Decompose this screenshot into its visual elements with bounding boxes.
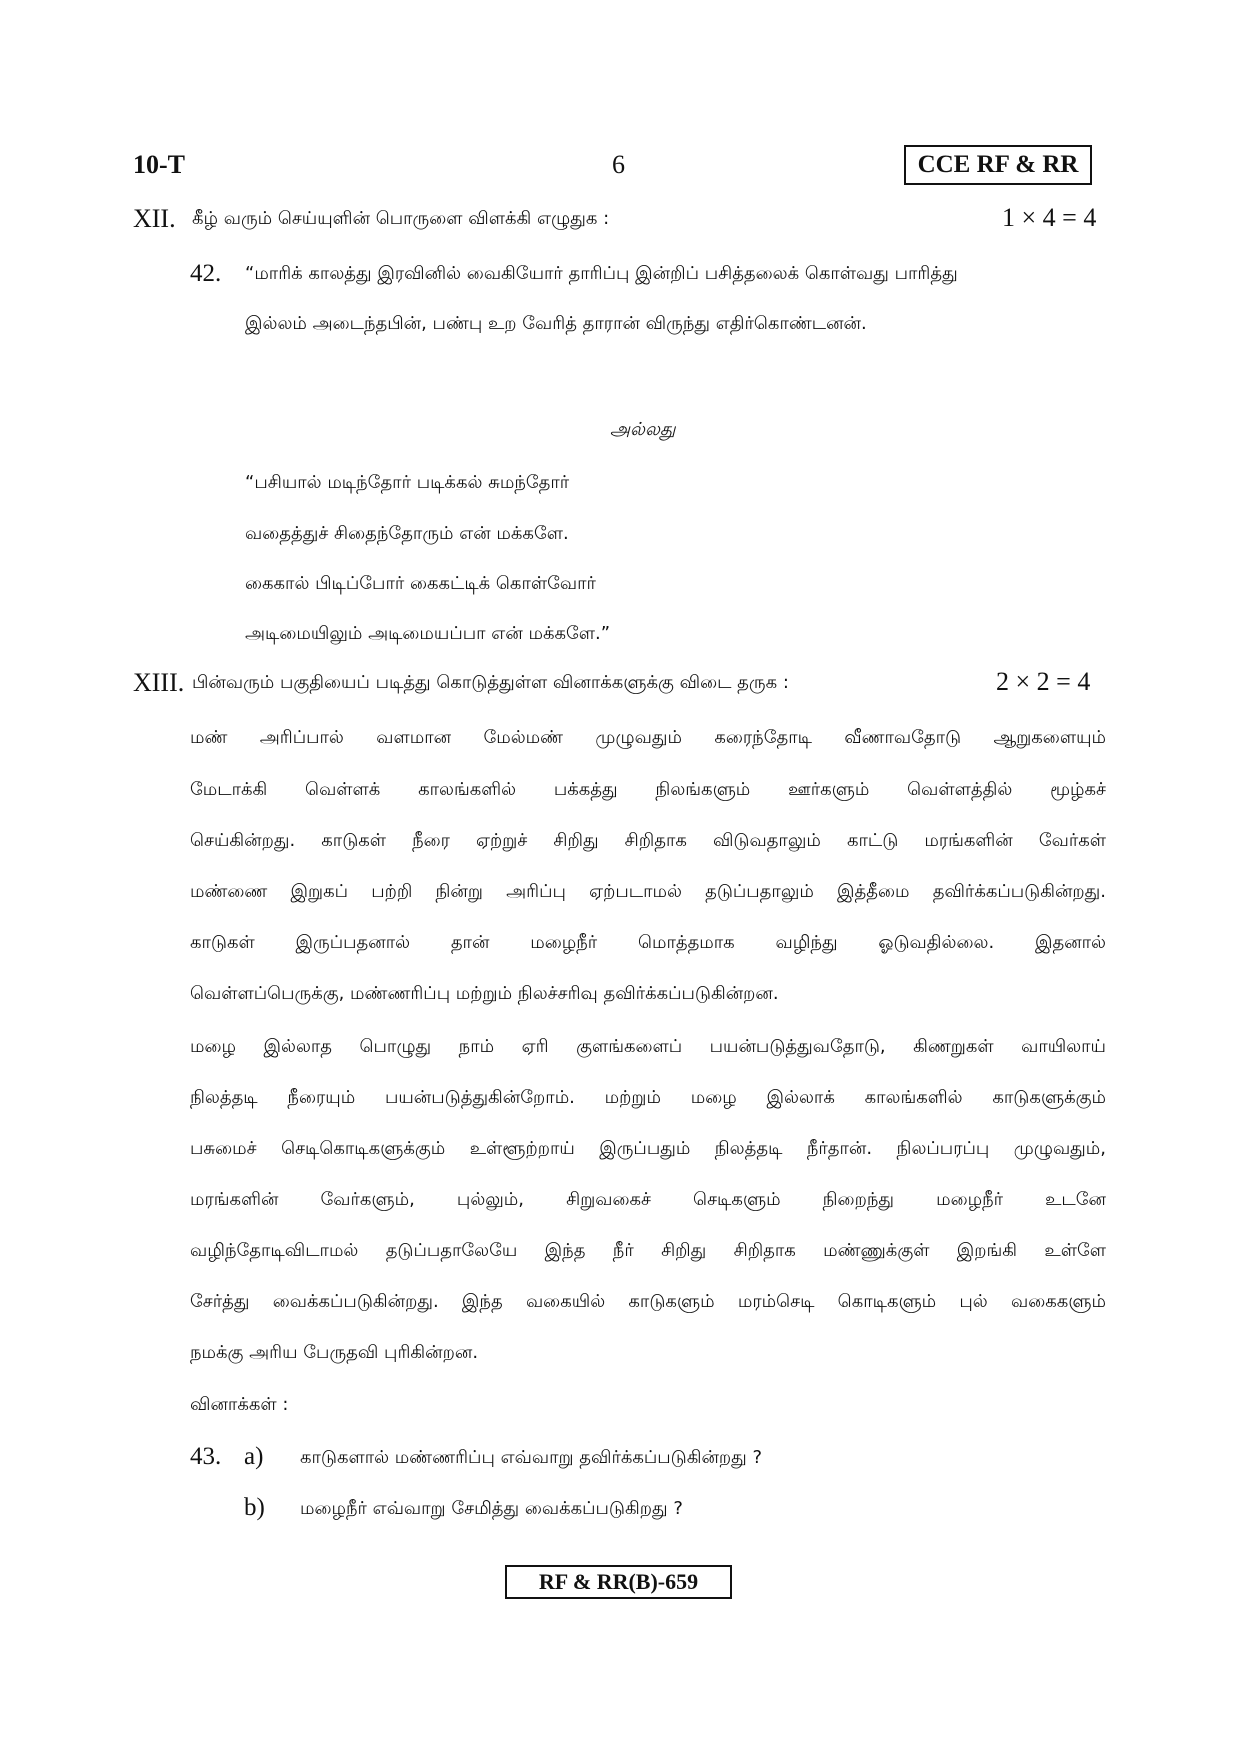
- poem-line-2: வதைத்துச் சிதைந்தோரும் என் மக்களே.: [245, 523, 569, 544]
- question-43a-label: a): [244, 1443, 264, 1470]
- question-42-line-2: இல்லம் அடைந்தபின், பண்பு உற வேரித் தாரான் விருந்து எதிர்கொண்டனன்.: [245, 313, 867, 334]
- question-43b-text: மழைநீர் எவ்வாறு சேமித்து வைக்கப்படுகிறது ?: [300, 1498, 683, 1519]
- para-2-line-3: பசுமைச் செடிகொடிகளுக்கும் உள்ளூற்றாய் இருப்பதும் நிலத்தடி நீர்தான். நிலப்பரப்பு முழுவதும்,: [190, 1138, 1106, 1159]
- para-2-line-4: மரங்களின் வேர்களும், புல்லும், சிறுவகைச் செடிகளும் நிறைந்து மழைநீர் உடனே: [190, 1189, 1106, 1210]
- section-13-marks: 2 × 2 = 4: [996, 667, 1091, 696]
- poem-line-1: “பசியால் மடிந்தோர் படிக்கல் சுமந்தோர்: [245, 472, 570, 493]
- section-12-number: XII.: [133, 204, 176, 233]
- section-13-instruction: பின்வரும் பகுதியைப் படித்து கொடுத்துள்ள வினாக்களுக்கு விடை தருக :: [192, 672, 789, 693]
- section-12-marks: 1 × 4 = 4: [1002, 203, 1097, 232]
- para-2-line-5: வழிந்தோடிவிடாமல் தடுப்பதாலேயே இந்த நீர் சிறிது சிறிதாக மண்ணுக்குள் இறங்கி உள்ளே: [190, 1240, 1106, 1261]
- para-1-line-3: செய்கின்றது. காடுகள் நீரை ஏற்றுச் சிறிது சிறிதாக விடுவதாலும் காட்டு மரங்களின் வேர்கள்: [190, 830, 1106, 851]
- footer-code-box: RF & RR(B)-659: [505, 1565, 732, 1599]
- series-box: CCE RF & RR: [904, 145, 1092, 185]
- para-1-line-5: காடுகள் இருப்பதனால் தான் மழைநீர் மொத்தமாக வழிந்து ஓடுவதில்லை. இதனால்: [190, 932, 1106, 953]
- para-2-line-2: நிலத்தடி நீரையும் பயன்படுத்துகின்றோம். மற்றும் மழை இல்லாக் காலங்களில் காடுகளுக்கும்: [190, 1087, 1106, 1108]
- para-2-line-6: சேர்த்து வைக்கப்படுகின்றது. இந்த வகையில் காடுகளும் மரம்செடி கொடிகளும் புல் வகைகளும்: [190, 1291, 1106, 1312]
- para-1-line-6: வெள்ளப்பெருக்கு, மண்ணரிப்பு மற்றும் நிலச்சரிவு தவிர்க்கப்படுகின்றன.: [190, 983, 779, 1004]
- section-12-instruction: கீழ் வரும் செய்யுளின் பொருளை விளக்கி எழுதுக :: [192, 208, 610, 229]
- poem-line-4: அடிமையிலும் அடிமையப்பா என் மக்களே.”: [245, 623, 611, 644]
- question-42-number: 42.: [190, 260, 222, 287]
- para-2-line-7: நமக்கு அரிய பேருதவி புரிகின்றன.: [190, 1342, 479, 1363]
- poem-line-3: கைகால் பிடிப்போர் கைகட்டிக் கொள்வோர்: [245, 573, 596, 594]
- para-1-line-2: மேடாக்கி வெள்ளக் காலங்களில் பக்கத்து நிலங்களும் ஊர்களும் வெள்ளத்தில் மூழ்கச்: [190, 779, 1106, 800]
- paper-code: 10-T: [133, 150, 185, 179]
- para-2-line-1: மழை இல்லாத பொழுது நாம் ஏரி குளங்களைப் பயன்படுத்துவதோடு, கிணறுகள் வாயிலாய்: [190, 1036, 1106, 1057]
- questions-label: வினாக்கள் :: [190, 1394, 289, 1415]
- section-13-number: XIII.: [133, 668, 185, 697]
- or-label: அல்லது: [610, 419, 676, 440]
- para-1-line-4: மண்ணை இறுகப் பற்றி நின்று அரிப்பு ஏற்படாமல் தடுப்பதாலும் இத்தீமை தவிர்க்கப்படுகின்றது.: [190, 881, 1106, 902]
- question-43a-text: காடுகளால் மண்ணரிப்பு எவ்வாறு தவிர்க்கப்படுகின்றது ?: [300, 1447, 763, 1468]
- page-number: 6: [612, 150, 625, 179]
- question-43-number: 43.: [190, 1443, 222, 1470]
- question-42-line-1: “மாரிக் காலத்து இரவினில் வைகியோர் தாரிப்பு இன்றிப் பசித்தலைக் கொள்வது பாரித்து: [245, 263, 958, 284]
- question-43b-label: b): [244, 1494, 265, 1521]
- para-1-line-1: மண் அரிப்பால் வளமான மேல்மண் முழுவதும் கரைந்தோடி வீணாவதோடு ஆறுகளையும்: [190, 727, 1106, 748]
